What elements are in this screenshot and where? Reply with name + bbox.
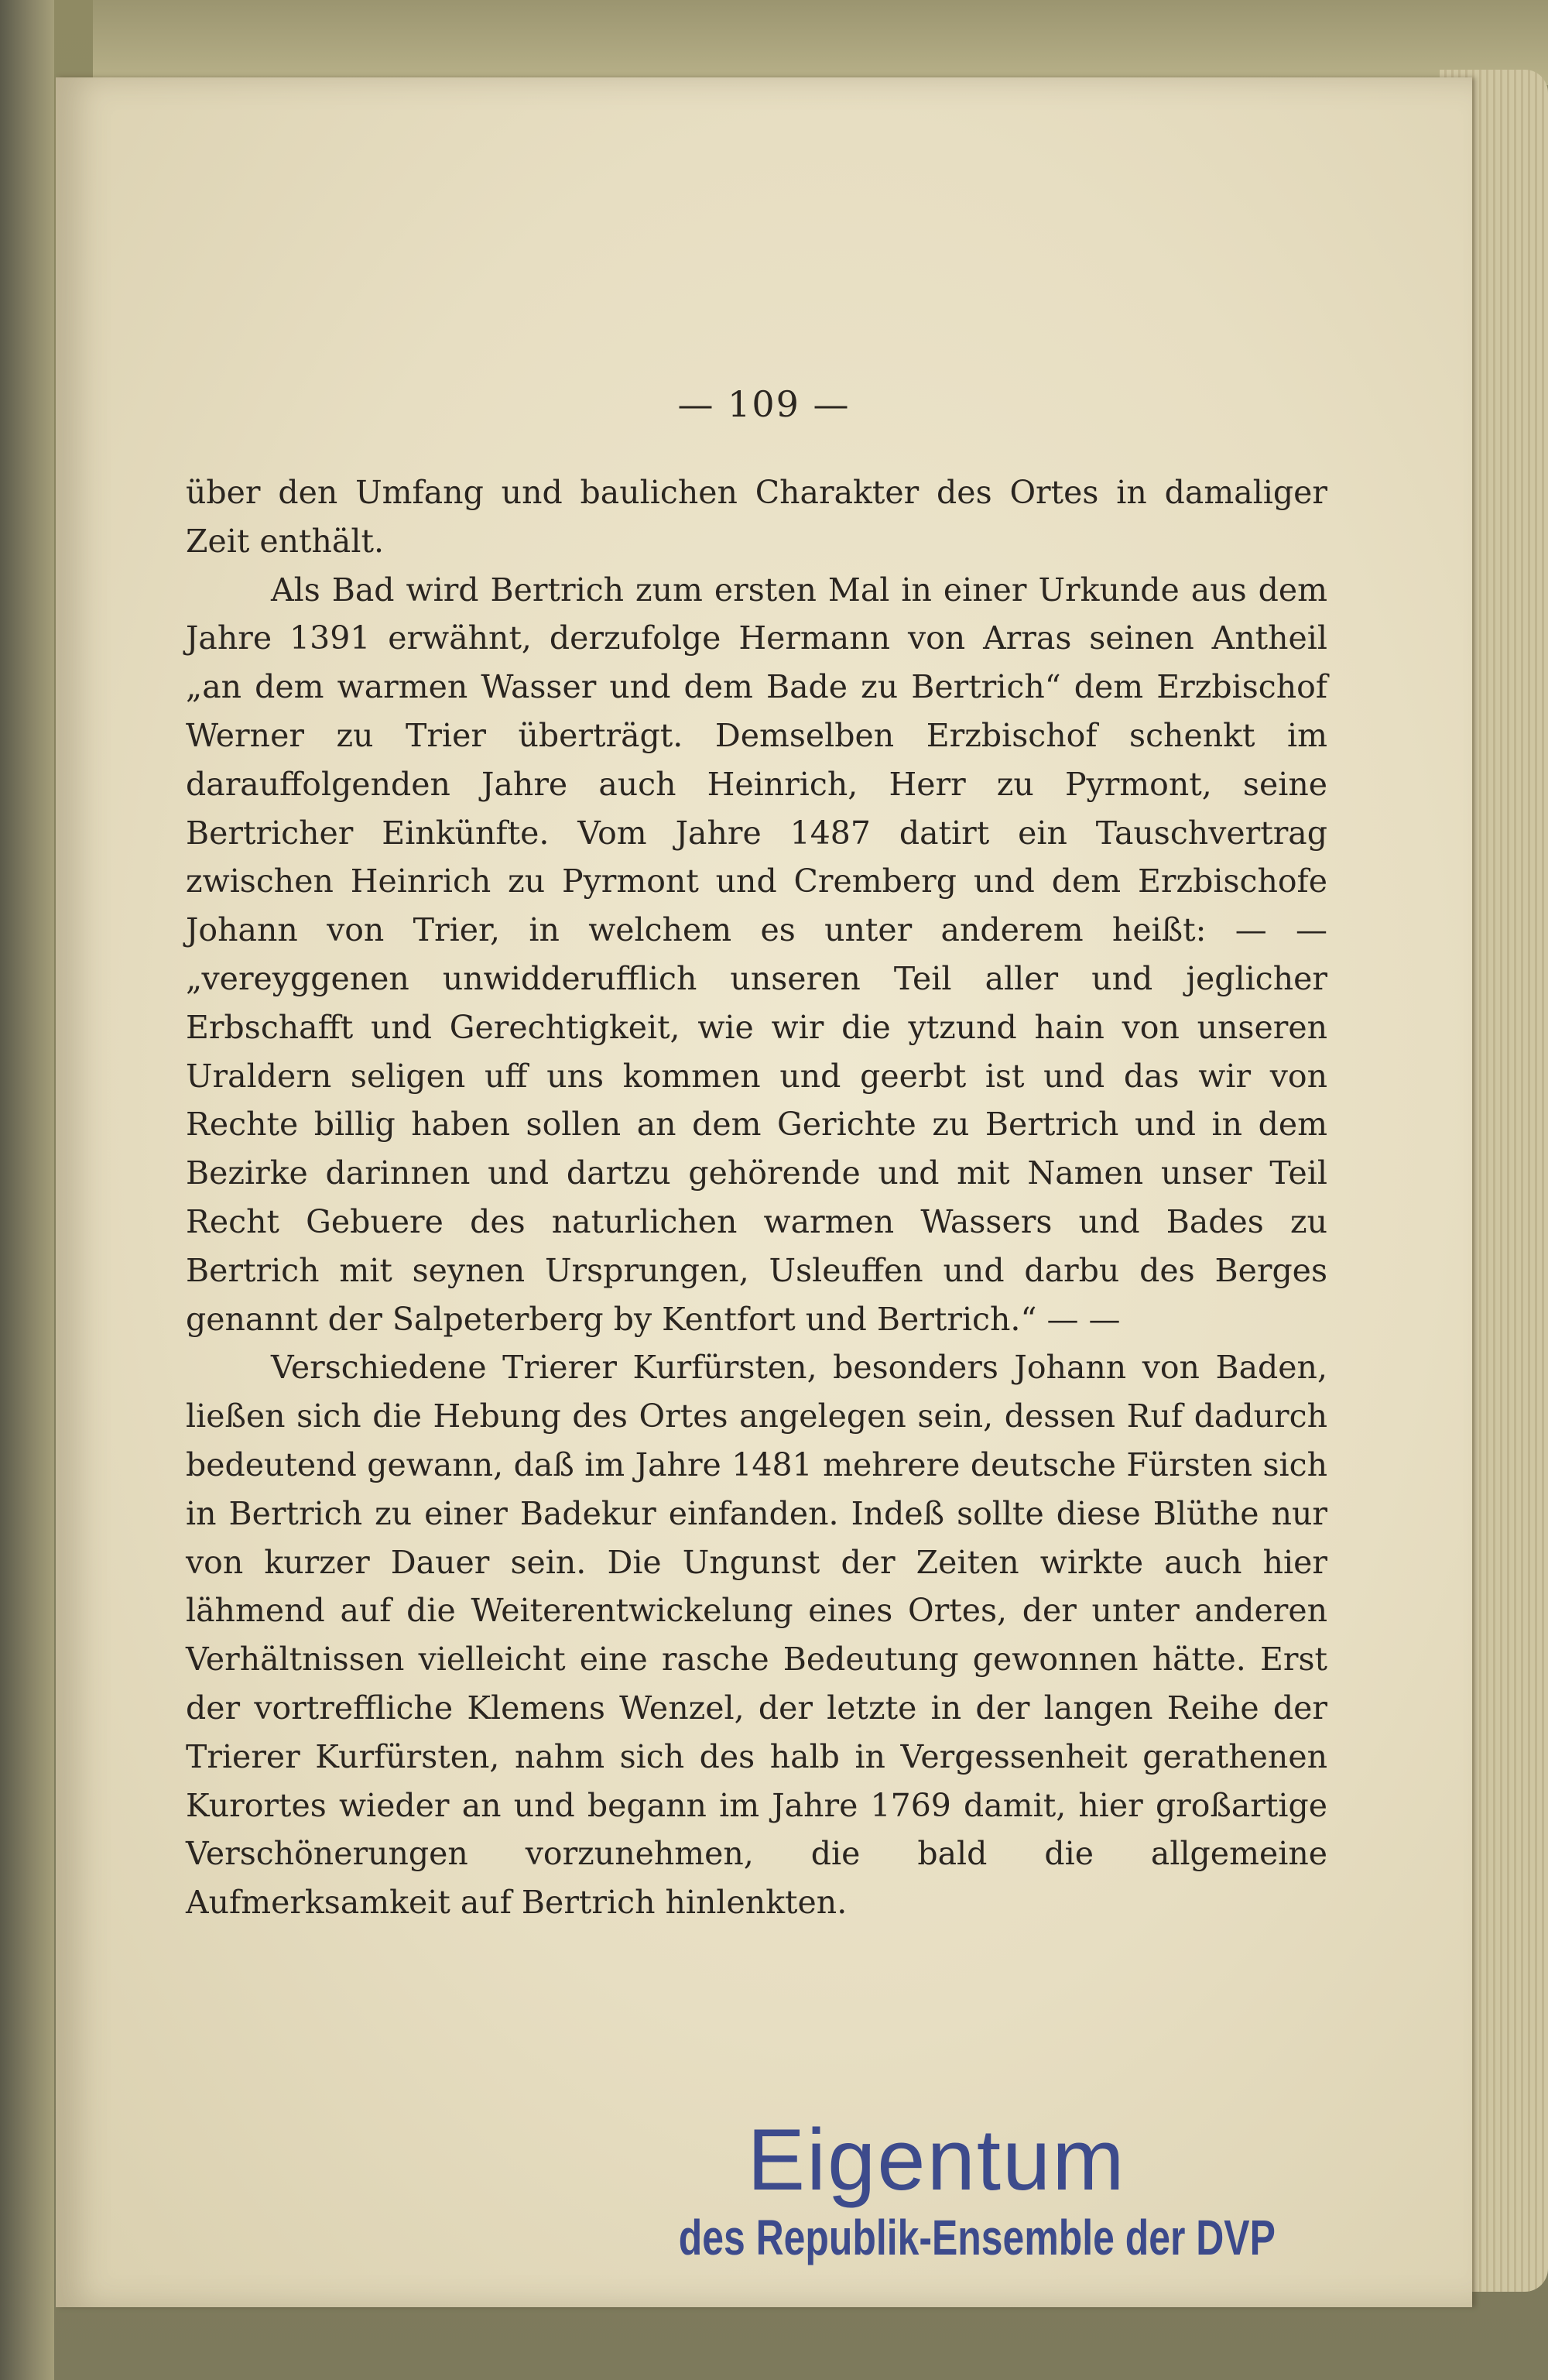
page-body-text	[186, 468, 1327, 1927]
book-spine-edge	[0, 0, 54, 2380]
ownership-stamp	[573, 2111, 1347, 2269]
stamp-owner: des Republik-Ensemble der DVP	[678, 2210, 1276, 2265]
paragraph: Verschiedene Trierer Kurfürsten, besonders Johann von Baden, ließen sich die Hebung des Ortes angelegen sein, dessen Ruf dadurch bedeutend gewann, daß im Jahre 1481 mehrere deutsche Fürsten sich in Bertrich zu einer Badekur einfanden. Indeß sollte diese Blüthe nur von kurzer Dauer sein. Die Ungunst der Zeiten wirkte auch hier lähmend auf die Weiterentwickelung eines Ortes, der unter anderen Verhältnissen vielleicht eine rasche Bedeutung gewonnen hätte. Erst der vortreffliche Klemens Wenzel, der letzte in der langen Reihe der Trierer Kurfürsten, nahm sich des halb in Vergessenheit gerathenen Kurortes wieder an und begann im Jahre 1769 damit, hier großartige Verschönerungen vorzunehmen, die bald die allgemeine Aufmerksamkeit auf Bertrich hinlenkten.	[186, 1349, 1327, 1922]
paragraph: über den Umfang und baulichen Charakter des Ortes in damaliger Zeit enthält.	[186, 474, 1327, 560]
book-cover-top-edge	[93, 0, 1548, 85]
page-number: — 109 —	[677, 383, 851, 425]
stamp-title: Eigentum	[747, 2111, 1126, 2208]
paragraph: Als Bad wird Bertrich zum ersten Mal in einer Urkunde aus dem Jahre 1391 erwähnt, derzufolge Hermann von Arras seinen Antheil „an dem warmen Wasser und dem Bade zu Bertrich“ dem Erzbischof Werner zu Trier überträgt. Demselben Erzbischof schenkt im darauffolgenden Jahre auch Heinrich, Herr zu Pyrmont, seine Bertricher Einkünfte. Vom Jahre 1487 datirt ein Tauschvertrag zwischen Heinrich zu Pyrmont und Cremberg und dem Erzbischofe Johann von Trier, in welchem es unter anderem heißt: — — „vereyggenen unwidderufflich unseren Teil aller und jeglicher Erbschafft und Gerechtigkeit, wie wir die ytzund hain von unseren Uraldern seligen uff uns kommen und geerbt ist und das wir von Rechte billig haben sollen an dem Gerichte zu Bertrich und in dem Bezirke darinnen und dartzu gehörende und mit Namen unser Teil Recht Gebuere des naturlichen warmen Wassers und Bades zu Bertrich mit seynen Ursprungen, Usleuffen und darbu des Berges genannt der Salpeterberg by Kentfort und Bertrich.“ — —	[186, 571, 1327, 1338]
book-page	[56, 77, 1472, 2307]
